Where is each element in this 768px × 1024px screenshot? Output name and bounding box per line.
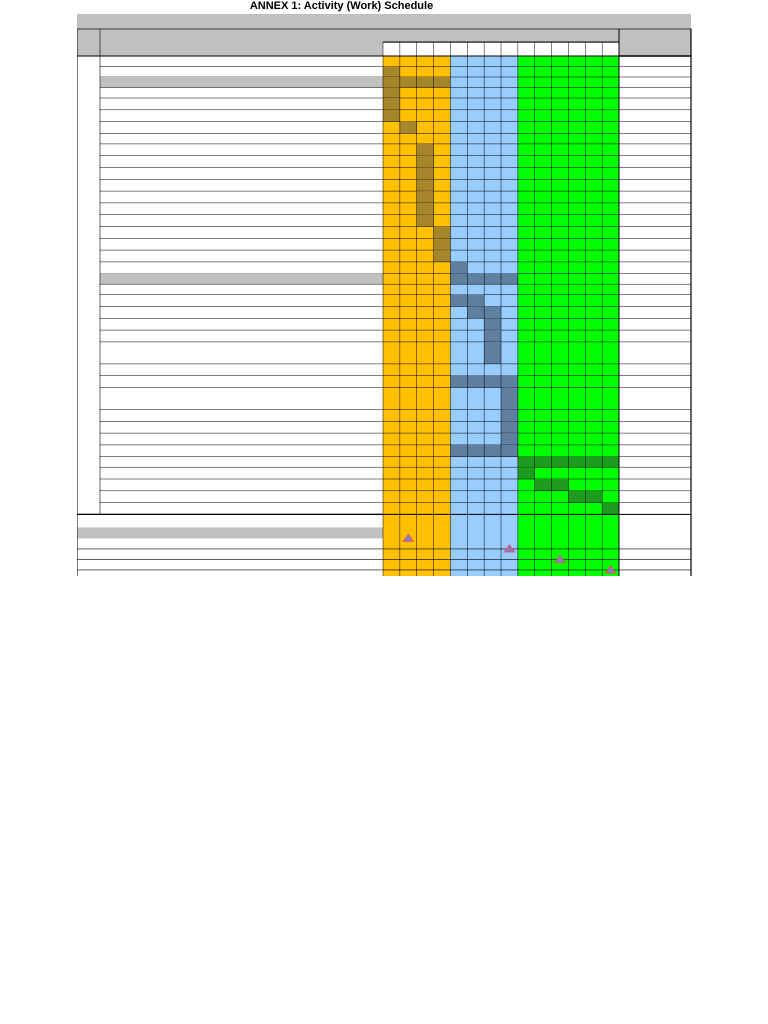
- gantt-bar: [417, 156, 434, 168]
- gantt-bar: [484, 445, 501, 457]
- gantt-bar: [484, 274, 501, 285]
- gantt-bar: [535, 479, 552, 491]
- gantt-bar: [552, 457, 569, 468]
- gantt-bar: [484, 307, 501, 319]
- gantt-bar: [450, 445, 467, 457]
- gantt-bar: [383, 98, 400, 110]
- activity-schedule-table: [77, 14, 693, 576]
- gantt-bar: [552, 479, 569, 491]
- gantt-bar: [535, 457, 552, 468]
- gantt-bar: [450, 262, 467, 274]
- gantt-bar: [400, 77, 417, 88]
- gantt-bar: [501, 274, 518, 285]
- gantt-bar: [501, 376, 518, 388]
- gantt-bar: [501, 433, 518, 445]
- subtitle-band: [77, 14, 691, 29]
- gantt-bar: [434, 238, 451, 250]
- week-band-5: [450, 56, 467, 576]
- gantt-bar: [484, 318, 501, 330]
- week-band-3: [417, 56, 434, 576]
- gantt-bar: [383, 88, 400, 99]
- gantt-bar: [417, 179, 434, 191]
- phase-row-shade: [100, 274, 383, 285]
- gantt-bar: [518, 457, 535, 468]
- gantt-bar: [467, 445, 484, 457]
- gantt-bar: [417, 203, 434, 215]
- gantt-bar: [467, 295, 484, 307]
- week-band-10: [535, 56, 552, 576]
- gantt-bar: [602, 457, 619, 468]
- gantt-bar: [434, 227, 451, 239]
- page-title: ANNEX 1: Activity (Work) Schedule: [249, 0, 434, 12]
- gantt-bar: [467, 274, 484, 285]
- week-band-1: [383, 56, 400, 576]
- gantt-bar: [434, 250, 451, 262]
- gantt-bar: [417, 215, 434, 227]
- gantt-bar: [518, 467, 535, 479]
- week-band-8: [501, 56, 518, 576]
- gantt-bar: [585, 457, 602, 468]
- gantt-bar: [383, 77, 400, 88]
- gantt-bar: [467, 376, 484, 388]
- gantt-bar: [450, 295, 467, 307]
- gantt-bar: [450, 376, 467, 388]
- gantt-bar: [417, 191, 434, 203]
- gantt-bar: [585, 491, 602, 503]
- gantt-bar: [467, 307, 484, 319]
- gantt-bar: [568, 457, 585, 468]
- gantt-bar: [501, 388, 518, 410]
- gantt-bar: [501, 410, 518, 422]
- gantt-bar: [400, 122, 417, 134]
- week-band-4: [434, 56, 451, 576]
- gantt-bar: [602, 503, 619, 515]
- gantt-bar: [434, 77, 451, 88]
- gantt-bar: [417, 77, 434, 88]
- week-band-14: [602, 56, 619, 576]
- gantt-bar: [383, 67, 400, 78]
- gantt-bar: [501, 421, 518, 433]
- gantt-bar: [501, 445, 518, 457]
- week-band-9: [518, 56, 535, 576]
- week-band-11: [552, 56, 569, 576]
- gantt-bar: [484, 376, 501, 388]
- gantt-bar: [484, 330, 501, 342]
- gantt-bar: [383, 110, 400, 122]
- gantt-bar: [417, 144, 434, 156]
- gantt-bar: [417, 168, 434, 180]
- gantt-bar: [568, 491, 585, 503]
- gantt-bar: [484, 342, 501, 364]
- phase-row-shade: [100, 77, 383, 88]
- gantt-bar: [450, 274, 467, 285]
- week-band-2: [400, 56, 417, 576]
- milestone-header-band: [77, 527, 383, 538]
